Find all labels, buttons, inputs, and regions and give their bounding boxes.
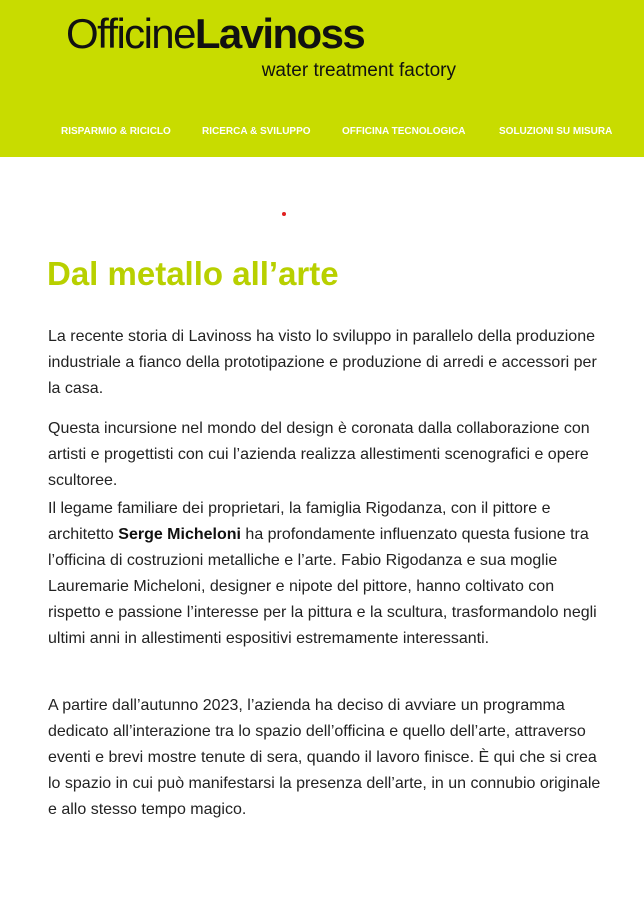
logo-tagline: water treatment factory [261,60,456,81]
logo-wordmark-officine: Officine [66,10,195,57]
artist-name: Serge Micheloni [118,526,241,543]
decorative-dot [282,212,286,216]
nav-item-ricerca-sviluppo[interactable]: RICERCA & SVILUPPO [202,126,311,137]
article-paragraph-2a: Questa incursione nel mondo del design è coronata dalla collaborazione con artisti e progettisti con cui l’azienda realizza allestimenti scenografici e opere scultoree. [48,420,590,489]
main-navigation [0,124,644,140]
nav-item-officina-tecnologica[interactable]: OFFICINA TECNOLOGICA [342,126,466,137]
article-paragraph-2b [48,496,608,652]
article-paragraph-3: A partire dall’autunno 2023, l’azienda ha deciso di avviare un programma dedicato all’interazione tra lo spazio dell’officina e quello dell’arte, attraverso eventi e brevi mostre tenute di sera, quando il lavoro finisce. È qui che si crea lo spazio in cui può manifestarsi la presenza dell’arte, in un connubio originale e allo stesso tempo magico. [48,697,601,818]
nav-item-soluzioni-su-misura[interactable]: SOLUZIONI SU MISURA [499,126,613,137]
paragraph-2b-start: Il legame familiare dei proprietari, la famiglia Rigodanza, con il pittore e architetto [48,500,551,543]
article-paragraph-1: La recente storia di Lavinoss ha visto lo sviluppo in parallelo della produzione industriale a fianco della prototipazione e produzione di arredi e accessori per la casa. [48,328,597,397]
site-header [0,0,644,157]
nav-item-risparmio-riciclo[interactable]: RISPARMIO & RICICLO [61,126,171,137]
logo-wordmark-lavinoss: Lavinoss [194,10,365,57]
site-logo[interactable] [66,8,458,88]
page-title: Dal metallo all’arte [47,255,339,292]
paragraph-2b-end: ha profondamente influenzato questa fusione tra l’officina di costruzioni metalliche e l’arte. Fabio Rigodanza e sua moglie Lauremarie Micheloni, designer e nipote del pittore, hanno coltivato con rispetto e passione l’interesse per la pittura e la scultura, trasformandolo negli ultimi anni in allestimenti espositivi estremamente interessanti. [48,526,597,647]
logo-wordmark [66,8,364,60]
